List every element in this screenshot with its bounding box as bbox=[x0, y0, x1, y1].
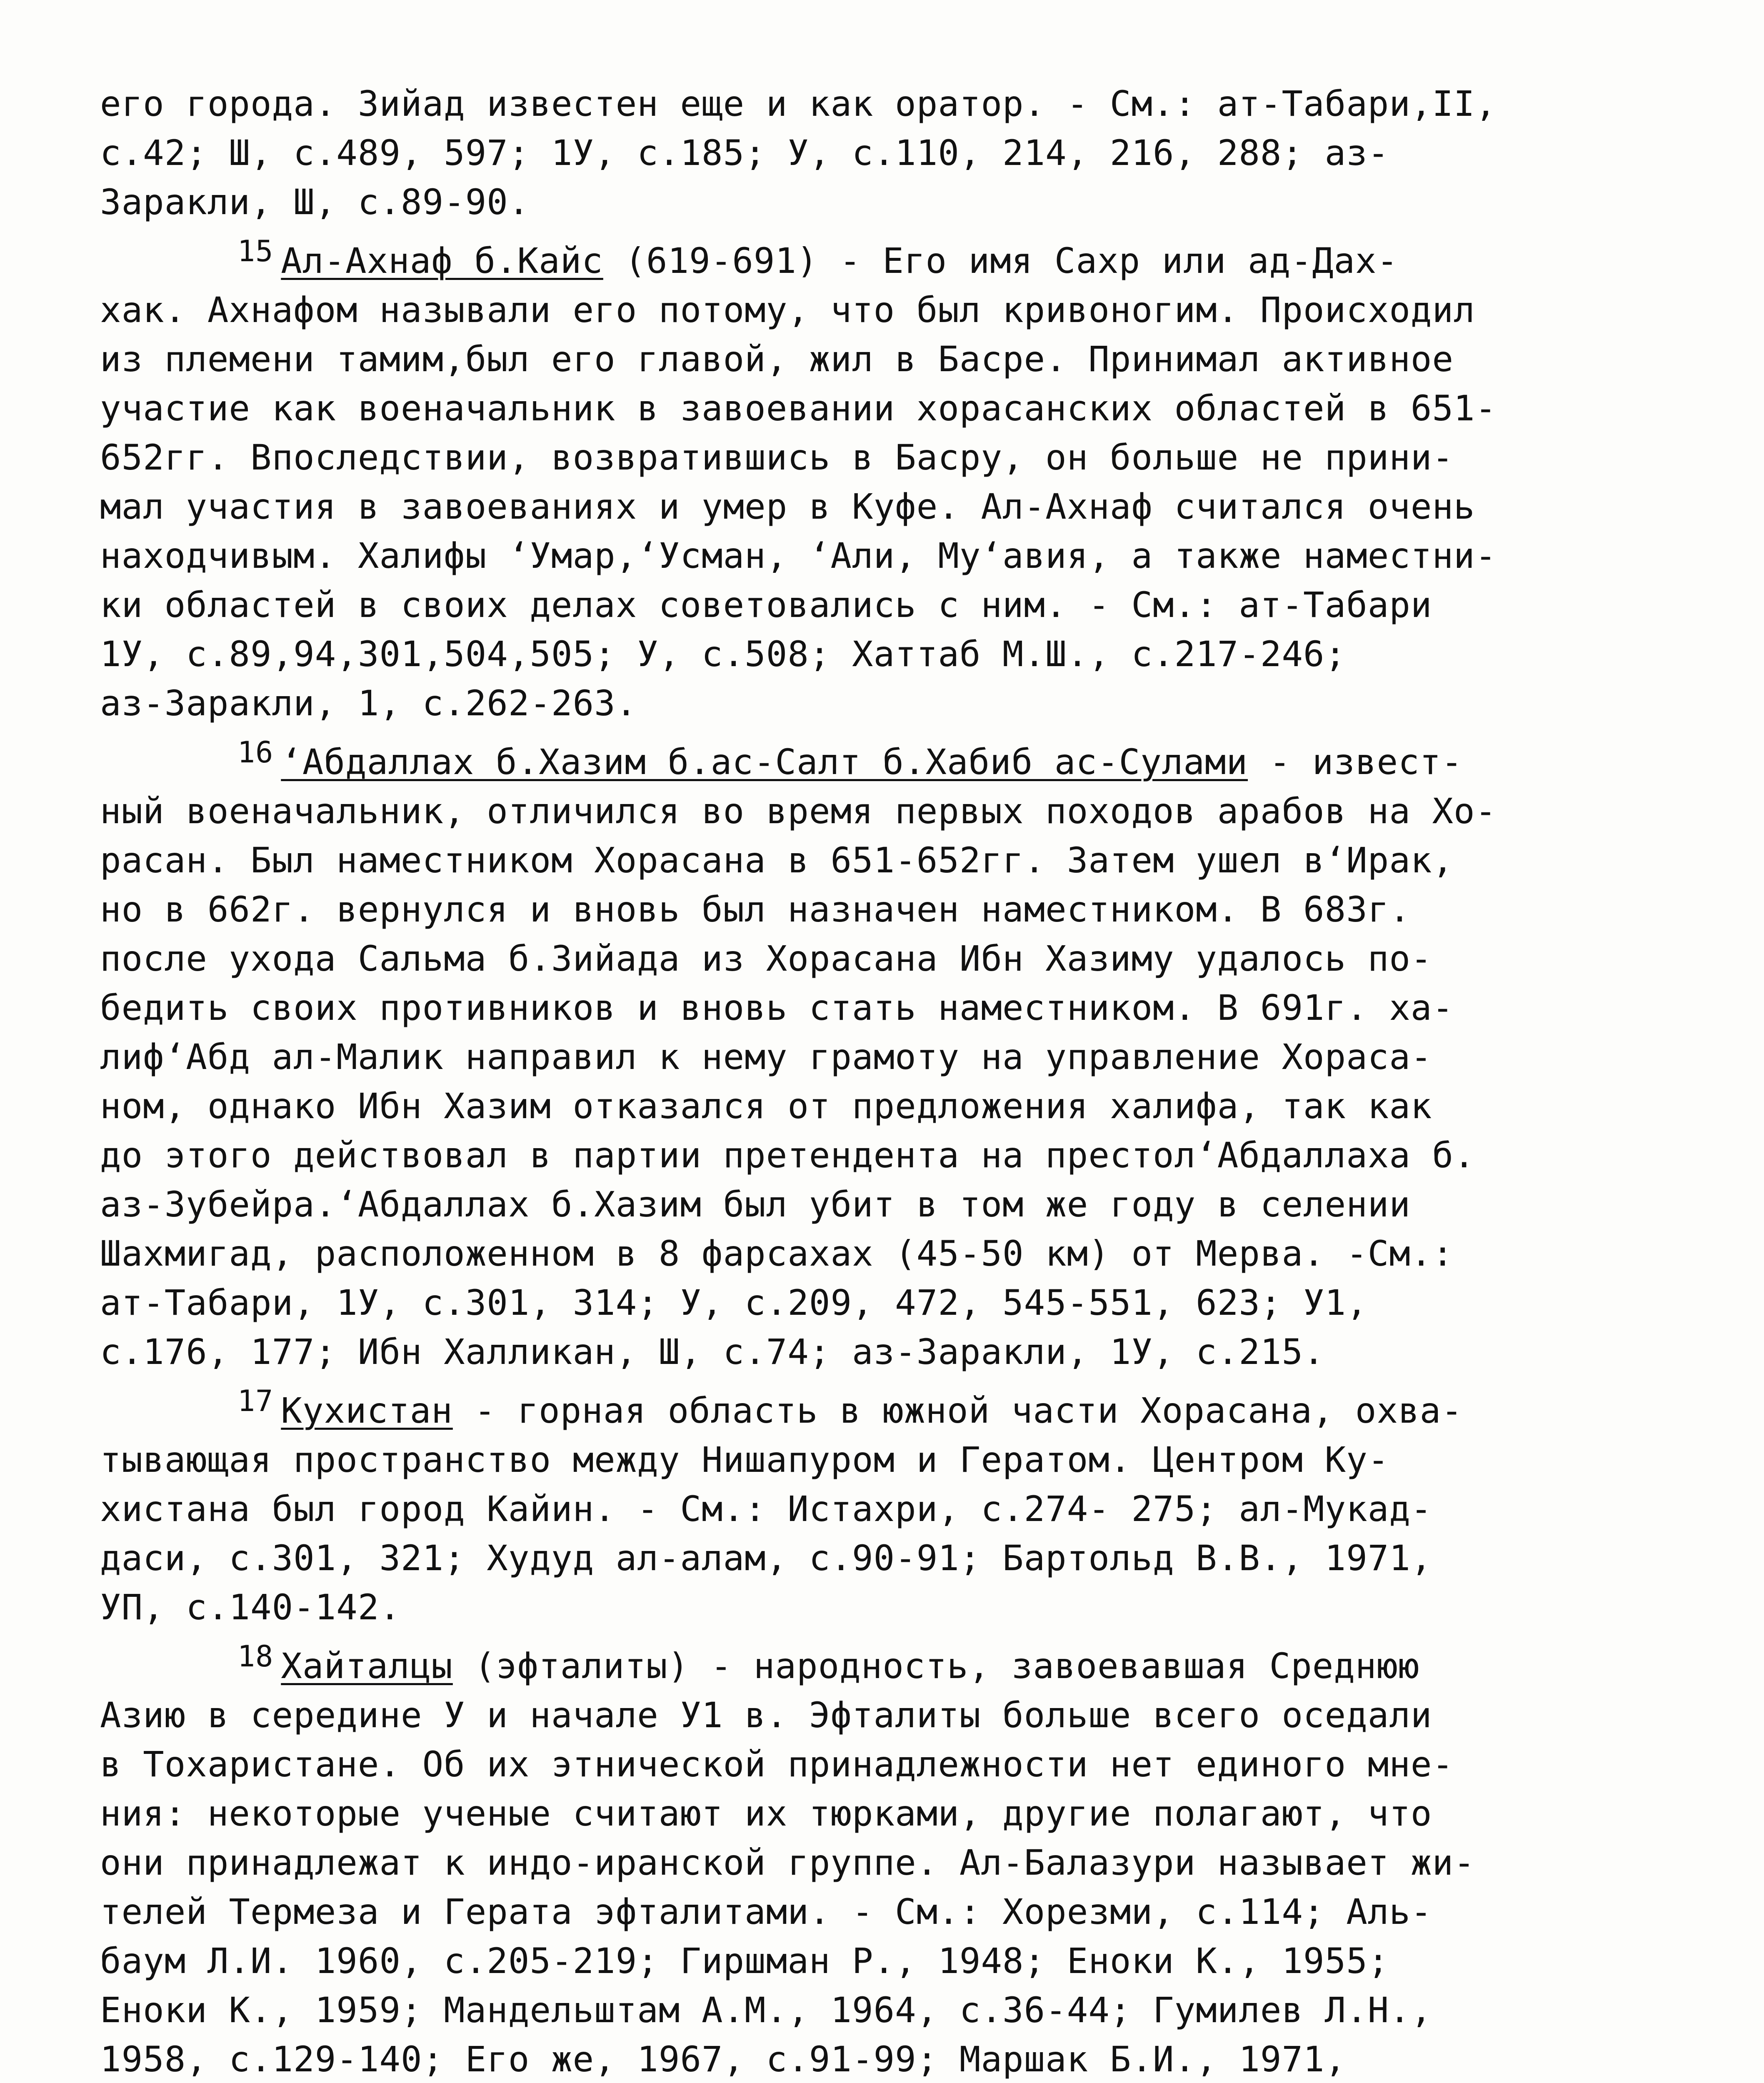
text-line: Шахмигад, расположенном в 8 фарсахах (45-50 км) от Мерва. -См.: bbox=[100, 1233, 1454, 1274]
footnote-term: Кухистан bbox=[281, 1390, 453, 1431]
text-line: после ухода Сальма б.Зийада из Хорасана Ибн Хазиму удалось по- bbox=[100, 938, 1432, 979]
text-line: 652гг. Впоследствии, возвратившись в Басру, он больше не прини- bbox=[100, 437, 1454, 478]
text-line: аз-Зубейра.ʻАбдаллах б.Хазим был убит в том же году в селении bbox=[100, 1184, 1411, 1225]
text-line: с.42; Ш, с.489, 597; 1У, с.185; У, с.110, 214, 216, 288; аз- bbox=[100, 132, 1389, 173]
text-line: лифʻАбд ал-Малик направил к нему грамоту на управление Хораса- bbox=[100, 1037, 1432, 1077]
text-line: тывающая пространство между Нишапуром и Гератом. Центром Ку- bbox=[100, 1439, 1389, 1480]
text-line: они принадлежат к индо-иранской группе. Ал-Балазури называет жи- bbox=[100, 1842, 1475, 1883]
text-line: участие как военачальник в завоевании хорасанских областей в 651- bbox=[100, 388, 1497, 429]
text-line: его города. Зийад известен еще и как оратор. - См.: ат-Табари,II, bbox=[100, 83, 1497, 124]
footnote-term: Ал-Ахнаф б.Кайс bbox=[281, 240, 603, 281]
text-line: аз-Заракли, 1, с.262-263. bbox=[100, 683, 637, 724]
text-line: телей Термеза и Герата эфталитами. - См.: Хорезми, с.114; Аль- bbox=[100, 1891, 1432, 1932]
text-line: даси, с.301, 321; Худуд ал-алам, с.90-91; Бартольд В.В., 1971, bbox=[100, 1538, 1432, 1578]
text-line: баум Л.И. 1960, с.205-219; Гиршман Р., 1948; Еноки К., 1955; bbox=[100, 1941, 1389, 1981]
footnote-number: 18 bbox=[237, 1639, 274, 1673]
footnote-17-heading bbox=[100, 1376, 1608, 1435]
footnotes-text bbox=[100, 79, 1608, 2083]
text-line: бедить своих противников и вновь стать наместником. В 691г. ха- bbox=[100, 987, 1454, 1028]
text-line: ный военачальник, отличился во время первых походов арабов на Хо- bbox=[100, 791, 1497, 832]
text-line: находчивым. Халифы ʻУмар,ʻУсман, ʻАли, Муʻавия, а также наместни- bbox=[100, 535, 1497, 576]
footnote-number: 17 bbox=[237, 1384, 274, 1418]
text-line: но в 662г. вернулся и вновь был назначен наместником. В 683г. bbox=[100, 889, 1411, 930]
footnote-number: 16 bbox=[237, 735, 274, 769]
footnote-heading-rest: (эфталиты) - народность, завоевавшая Среднюю bbox=[452, 1646, 1420, 1686]
text-line: Азию в середине У и начале У1 в. Эфталиты больше всего оседали bbox=[100, 1695, 1432, 1736]
text-line: Еноки К., 1959; Мандельштам А.М., 1964, с.36-44; Гумилев Л.Н., bbox=[100, 1990, 1432, 2031]
text-line: из племени тамим,был его главой, жил в Басре. Принимал активное bbox=[100, 339, 1454, 380]
footnote-18-heading bbox=[100, 1632, 1608, 1691]
text-line: 1958, с.129-140; Его же, 1967, с.91-99; Маршак Б.И., 1971, bbox=[100, 2039, 1347, 2080]
text-line: хак. Ахнафом называли его потому, что был кривоногим. Происходил bbox=[100, 290, 1475, 330]
footnote-heading-rest: (619-691) - Его имя Сахр или ад-Дах- bbox=[603, 240, 1399, 281]
text-line: ат-Табари, 1У, с.301, 314; У, с.209, 472, 545-551, 623; У1, bbox=[100, 1282, 1368, 1323]
text-line: Заракли, Ш, с.89-90. bbox=[100, 182, 530, 222]
footnote-heading-rest: - извест- bbox=[1248, 742, 1463, 782]
text-line: ном, однако Ибн Хазим отказался от предложения халифа, так как bbox=[100, 1086, 1432, 1126]
text-line: мал участия в завоеваниях и умер в Куфе. Ал-Ахнаф считался очень bbox=[100, 486, 1475, 527]
text-line: до этого действовал в партии претендента на престолʻАбдаллаха б. bbox=[100, 1135, 1475, 1176]
footnote-number: 15 bbox=[237, 234, 274, 268]
footnote-15-heading bbox=[100, 227, 1608, 285]
text-line: хистана был город Кайин. - См.: Истахри, с.274- 275; ал-Мукад- bbox=[100, 1489, 1432, 1529]
text-line: ки областей в своих делах советовались с ним. - См.: ат-Табари bbox=[100, 584, 1432, 625]
text-line: в Тохаристане. Об их этнической принадлежности нет единого мне- bbox=[100, 1744, 1454, 1785]
text-line: УП, с.140-142. bbox=[100, 1587, 401, 1628]
footnote-term: Хайталцы bbox=[281, 1646, 453, 1686]
text-line: ния: некоторые ученые считают их тюрками, другие полагают, что bbox=[100, 1793, 1432, 1834]
text-line: 1У, с.89,94,301,504,505; У, с.508; Хаттаб М.Ш., с.217-246; bbox=[100, 634, 1347, 674]
footnote-heading-rest: - горная область в южной части Хорасана, охва- bbox=[452, 1390, 1463, 1431]
text-line: с.176, 177; Ибн Халликан, Ш, с.74; аз-Заракли, 1У, с.215. bbox=[100, 1331, 1325, 1372]
footnote-16-heading bbox=[100, 728, 1608, 787]
text-line: расан. Был наместником Хорасана в 651-652гг. Затем ушел вʻИрак, bbox=[100, 840, 1454, 881]
footnote-term: ʻАбдаллах б.Хазим б.ас-Салт б.Хабиб ас-Сулами bbox=[281, 742, 1248, 782]
